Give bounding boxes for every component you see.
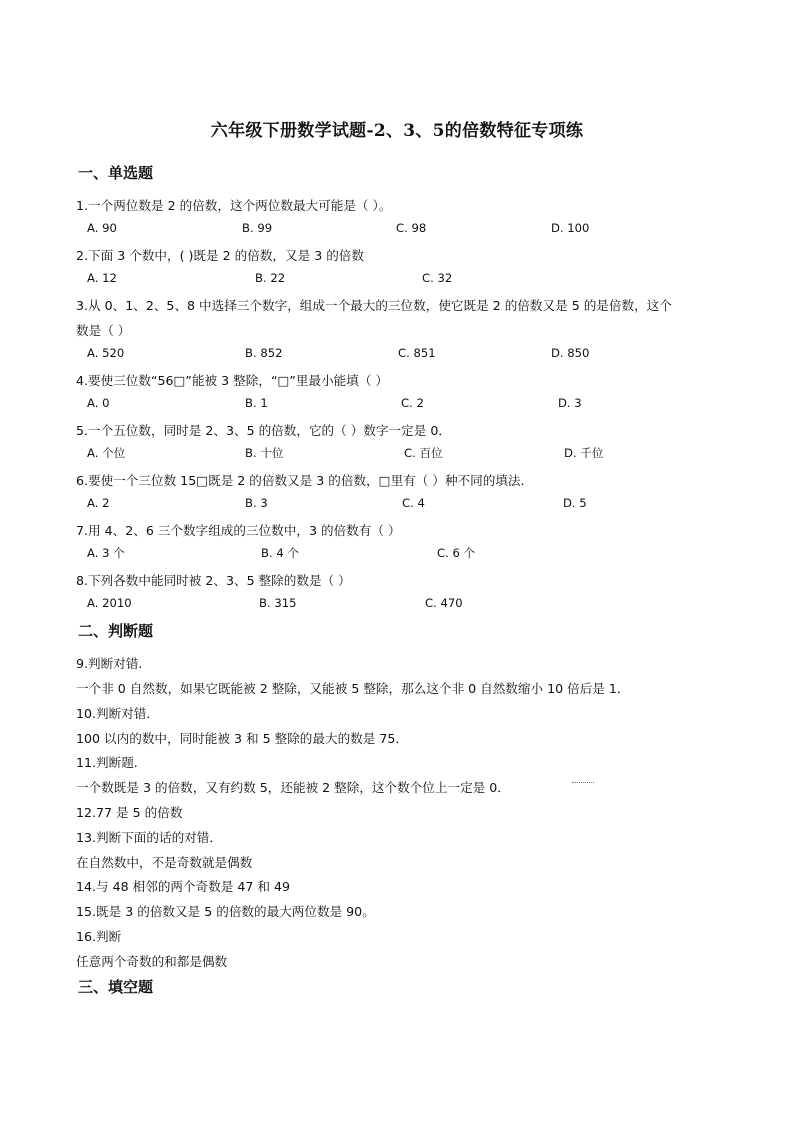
question-8-text: 8.下列各数中能同时被 2、3、5 整除的数是（ ） [76,573,351,588]
question-7-option-b: B. 4 个 [261,546,299,560]
question-3-option-d: D. 850 [551,346,590,360]
question-4-text: 4.要使三位数“56□”能被 3 整除，“□”里最小能填（ ） [76,373,389,388]
question-5-option-b: B. 十位 [245,446,284,460]
question-5-option-d: D. 千位 [564,446,604,460]
question-7-text: 7.用 4、2、6 三个数字组成的三位数中，3 的倍数有（ ） [76,523,401,538]
question-8-option-c: C. 470 [425,596,463,610]
judge-line-7: 12.77 是 5 的倍数 [76,805,183,820]
question-2-text: 2.下面 3 个数中，( )既是 2 的倍数，又是 3 的倍数 [76,248,364,263]
question-1-option-b: B. 99 [242,221,273,235]
section-heading-fill-in: 三、填空题 [78,978,154,996]
question-8-option-a: A. 2010 [87,596,132,610]
question-7-option-a: A. 3 个 [87,546,125,560]
small-dotted-mark [572,782,594,783]
question-3-option-a: A. 520 [87,346,125,360]
question-6-text: 6.要使一个三位数 15□既是 2 的倍数又是 3 的倍数，□里有（ ）种不同的填法． [76,473,534,488]
question-3-text-line-2: 数是（ ） [76,323,131,338]
question-6-option-c: C. 4 [402,496,425,510]
judge-line-9: 在自然数中，不是奇数就是偶数 [76,855,253,870]
judge-line-6: 一个数既是 3 的倍数，又有约数 5，还能被 2 整除，这个数个位上一定是 0． [76,780,510,795]
judge-line-10: 14.与 48 相邻的两个奇数是 47 和 49 [76,879,291,894]
question-8-option-b: B. 315 [259,596,297,610]
judge-line-13: 任意两个奇数的和都是偶数 [76,954,228,969]
judge-line-5: 11.判断题. [76,755,138,770]
question-5-text: 5.一个五位数，同时是 2、3、5 的倍数，它的（ ）数字一定是 0． [76,423,451,438]
question-1-option-d: D. 100 [551,221,590,235]
question-2-option-a: A. 12 [87,271,117,285]
question-2-option-b: B. 22 [255,271,286,285]
question-3-option-b: B. 852 [245,346,283,360]
question-1-option-c: C. 98 [396,221,427,235]
question-2-option-c: C. 32 [422,271,453,285]
question-4-option-c: C. 2 [401,396,424,410]
page-title: 六年级下册数学试题-2、3、5的倍数特征专项练 [210,121,584,141]
judge-line-4: 100 以内的数中，同时能被 3 和 5 整除的最大的数是 75． [76,731,408,746]
judge-line-1: 9.判断对错. [76,656,143,671]
judge-line-12: 16.判断 [76,929,122,944]
question-1-text: 1.一个两位数是 2 的倍数，这个两位数最大可能是（ ）。 [76,198,392,213]
question-6-option-d: D. 5 [563,496,587,510]
question-6-option-a: A. 2 [87,496,110,510]
judge-line-11: 15.既是 3 的倍数又是 5 的倍数的最大两位数是 90。 [76,904,375,919]
section-heading-true-false: 二、判断题 [78,622,154,640]
question-1-option-a: A. 90 [87,221,117,235]
judge-line-8: 13.判断下面的话的对错． [76,830,222,845]
question-5-option-a: A. 个位 [87,446,126,460]
section-heading-single-choice: 一、单选题 [78,164,154,182]
question-6-option-b: B. 3 [245,496,268,510]
question-4-option-d: D. 3 [558,396,582,410]
judge-line-3: 10.判断对错． [76,706,159,721]
question-4-option-a: A. 0 [87,396,110,410]
question-3-text-line-1: 3.从 0、1、2、5、8 中选择三个数字，组成一个最大的三位数，使它既是 2 的倍数又是 5 的是倍数，这个 [76,298,672,313]
question-3-option-c: C. 851 [398,346,436,360]
question-7-option-c: C. 6 个 [437,546,476,560]
judge-line-2: 一个非 0 自然数，如果它既能被 2 整除，又能被 5 整除，那么这个非 0 自然数缩小 10 倍后是 1． [76,681,630,696]
question-4-option-b: B. 1 [245,396,268,410]
question-5-option-c: C. 百位 [404,446,443,460]
